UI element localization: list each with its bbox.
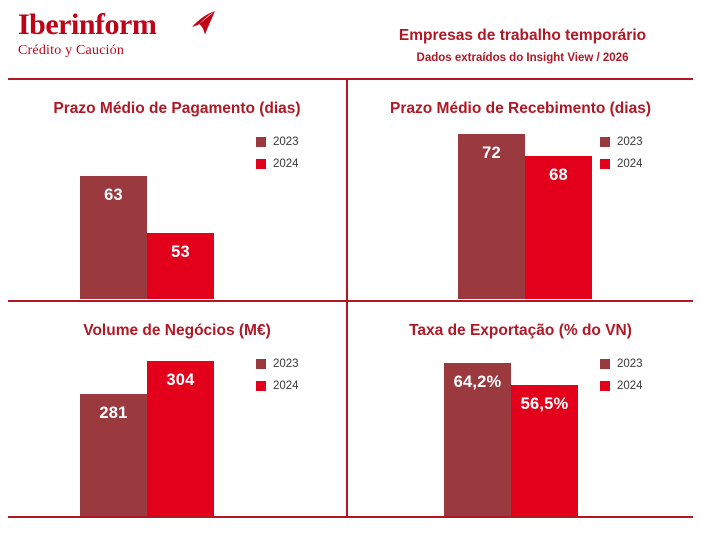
brand-tagline: Crédito y Caución (18, 43, 125, 58)
bar-2023 (444, 363, 511, 516)
bar-2024 (147, 361, 214, 516)
brand-name: Iberinform (18, 8, 157, 41)
bar-2024 (525, 156, 592, 299)
plot-area (458, 128, 638, 299)
bar-2023 (80, 176, 147, 299)
legend-swatch-2024 (256, 381, 266, 391)
chart-legend (256, 353, 299, 397)
header (0, 0, 701, 78)
legend-item-2023 (256, 353, 299, 375)
legend-label-2024: 2024 (273, 380, 299, 392)
bar-value-2023: 64,2% (453, 373, 502, 391)
legend-label-2023: 2023 (617, 358, 643, 370)
legend-label-2024: 2024 (617, 380, 643, 392)
plot-area (444, 347, 624, 516)
legend-item-2024 (256, 153, 299, 175)
legend-label-2024: 2024 (617, 158, 643, 170)
chart-title: Volume de Negócios (M€) (83, 322, 271, 339)
bar-value-2023: 63 (104, 186, 123, 204)
chart-panel-prazo-recebimento (348, 79, 693, 300)
chart-title: Prazo Médio de Recebimento (dias) (390, 100, 651, 117)
bar-2024 (147, 233, 214, 299)
bar-value-2024: 53 (171, 243, 190, 261)
chart-title: Prazo Médio de Pagamento (dias) (53, 100, 301, 117)
brand-logo (18, 8, 318, 60)
swoosh-icon (186, 10, 216, 36)
legend-label-2023: 2023 (273, 358, 299, 370)
chart-title: Taxa de Exportação (% do VN) (409, 322, 632, 339)
chart-panel-taxa-exportacao (348, 301, 693, 516)
header-text-block (350, 26, 695, 66)
legend-swatch-2024 (256, 159, 266, 169)
header-title: Empresas de trabalho temporário (398, 27, 647, 44)
chart-panel-volume-negocios (8, 301, 346, 516)
bar-value-2024: 68 (549, 166, 568, 184)
legend-label-2023: 2023 (617, 136, 643, 148)
chart-legend (256, 131, 299, 175)
bar-value-2023: 72 (482, 144, 501, 162)
header-subtitle: Dados extraídos do Insight View / 2026 (416, 52, 629, 64)
bar-value-2024: 304 (166, 371, 195, 389)
bar-2023 (80, 394, 147, 516)
legend-item-2024 (256, 375, 299, 397)
bar-2023 (458, 134, 525, 299)
legend-swatch-2023 (256, 137, 266, 147)
chart-panel-prazo-pagamento (8, 79, 346, 300)
legend-label-2024: 2024 (273, 158, 299, 170)
bar-2024 (511, 385, 578, 516)
legend-label-2023: 2023 (273, 136, 299, 148)
divider-bottom (8, 516, 693, 518)
plot-area (70, 128, 250, 299)
legend-item-2023 (256, 131, 299, 153)
bar-value-2024: 56,5% (520, 395, 569, 413)
bar-value-2023: 281 (99, 404, 128, 422)
legend-swatch-2023 (256, 359, 266, 369)
plot-area (70, 347, 250, 516)
